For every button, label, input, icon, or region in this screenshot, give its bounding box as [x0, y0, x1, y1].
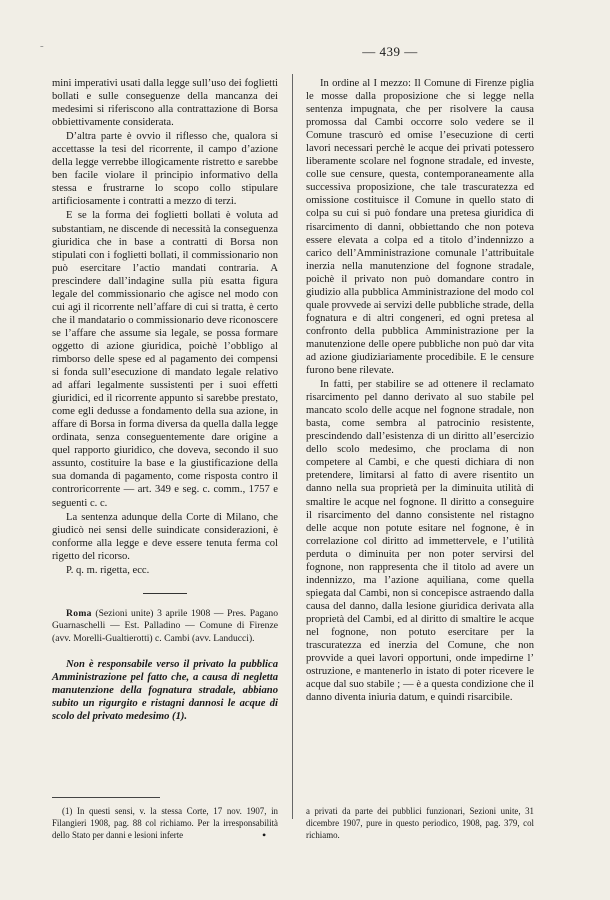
case-maxim: Non è responsabile verso il privato la pubblica Amministrazione pel fatto che, a causa di negletta manutenzione della fognatura stradale, abbiano subito un rigurgito e ristagni dannosi le acque di scolo del privato medesimo (1).: [52, 658, 278, 722]
right-paragraph-1: In ordine al I mezzo: Il Comune di Firenze piglia le mosse dalla proposizione che si legge nella sentenza impugnata, che per risolvere la causa promossa dal Cambi occorre solo vedere se il Comune trascurò ed omise l’esecuzione di certi lavori necessari perchè le acque dei privati potessero liberamente scolare nel fognone stradale, ed investe, colle sue censure, questa, contemporaneamente alla successiva proposizione, che tale trascuratezza ed omissione costituisce il Comune in quello stato di colpa su cui si può fondare una pretesa giuridica di risarcimento di danni, obbiettando che non poteva essere elevata a colpa ed a titolo d’indennizzo a carico dell’Amministrazione comunale l’attribuitale inerzia nella manutenzione del fognone stradale, poichè il privato non può domandare contro in giudizio alla pubblica Amministrazione del modo col quale provvede ai servizi delle pubbliche strade, della fognatura e di altri congeneri, ed ogni pretesa al confronto della pubblica Amministrazione per la manutenzione delle opere pubbliche non può dar vita ad azione giudiziariamente procedibile. E le censure furono bene rilevate.: [306, 78, 534, 377]
left-column: [52, 77, 278, 723]
case-header: [52, 608, 278, 646]
footnote-rule: [52, 797, 160, 798]
footnote-right: a privati da parte dei pubblici funzionari, Sezioni unite, 31 dicembre 1907, pure in questo periodico, 1908, pag. 379, col richiamo.: [306, 806, 534, 840]
left-paragraph-3: E se la forma dei foglietti bollati è voluta ad substantiam, ne discende di necessità la conseguenza giuridica che in base a contratti di Borsa non stipulati con i foglietti bollati, il commissionario non può esercitare l’actio mandati contraria. A prescindere dall’indagine sulla più esatta figura legale del commissionario che agisce nel modo con cui agì il ricorrente nell’affare di cui si tratta, è certo che il mandatario o commissionario deve riconoscere se l’affare che assume sia legale, se possa formare oggetto di azione giuridica, poichè l’obbligo al rimborso delle spese ed al pagamento dei compensi si fonda sull’esecuzione di mandato legale relativo ad affari legalmente sussistenti per i suoi effetti giuridici, ed il ricorrente appunto si sarebbe prestato, come egli dedusse a fondamento della sua azione, in affare di Borsa in forma diversa da quella dalla legge ordinata, senza conseguentemente dare origine a quel rapporto giuridico, che doveva, secondo il suo assunto, costituire la base e la giustificazione della sua domanda di pagamento, come risposta contro il controricorrente — art. 349 e seg. c. comm., 1757 e seguenti c. c.: [52, 210, 278, 509]
case-details: (Sezioni unite) 3 aprile 1908 — Pres. Pagano Guarnaschelli — Est. Palladino — Comune di Firenze (avv. Morelli-Gualtierotti) c. Cambi (avv. Landucci).: [52, 607, 278, 644]
column-divider: [292, 74, 293, 819]
case-court: Roma: [66, 607, 92, 619]
left-paragraph-5: P. q. m. rigetta, ecc.: [66, 564, 150, 576]
left-paragraph-2: D’altra parte è ovvio il riflesso che, qualora si accettasse la tesi del ricorrente, il campo d’azione della legge verrebbe illogicamente ristretto e sarebbe ben facile violare il principio informativo della stessa e frustrarne lo scopo collo stipulare artificiosamente i contratti a mezzo di terzi.: [52, 131, 278, 208]
left-paragraph-4: La sentenza adunque della Corte di Milano, che giudicò nei sensi delle suindicate considerazioni, è conforme alla legge e deve essere tenuta ferma col rigetto del ricorso.: [52, 511, 278, 562]
footnote-left: (1) In questi sensi, v. la stessa Corte, 17 nov. 1907, in Filangieri 1908, pag. 88 col richiamo. Per la irresponsabilità dello Stato per danni e lesioni inferte: [52, 806, 278, 840]
right-column: [306, 77, 534, 704]
right-paragraph-2: In fatti, per stabilire se ad ottenere il reclamato risarcimento pel danno derivato al suo stabile pel mancato scolo delle acque nel fognone stradale, non basta, come sembra al patrocinio resistente, prescindendo dall’esistenza di un diritto all’esercizio dello scolo medesimo, che proclama di non competere al Cambi, e che questi dichiara di non pretendere, limitarsi al fatto di avere risentito un danno nella sua proprietà per la diminuita utilità di smaltire le acque nel fognone. Il diritto a conseguire il risarcimento del danno consistente nel ristagno delle acque non potute esitare nel fognone, è in correlazione col diritto ad immettervele, e l’utilità perduta o diminuita per non poter servirsi del fognone, non rappresenta che il titolo ad avere un indennizzo, ma l’azione aquiliana, come quella spiegata dal Cambi, non si concepisce astraendo dalla causa del danno, dalla lesione giuridica derivata alla proprietà del Cambi, ed al diritto di smaltire le acque nel fognone, non potuto esercitare per la trascuratezza ed inerzia del Comune, che non provvide a quei lavori opportuni, onde impedirne l’ ostruzione, e mantenerlo in istato di poter ricevere le acque dal suo stabile ; — è a questa condizione che il danno diventa iniuria datum, e quindi risarcibile.: [306, 379, 534, 704]
margin-mark: -: [40, 40, 44, 52]
bottom-mark: •: [262, 828, 267, 842]
section-divider: [143, 593, 187, 594]
left-paragraph-1: mini imperativi usati dalla legge sull’uso dei foglietti bollati e sulle conseguenze della mancanza dei medesimi si riferiscono alla contrattazione di Borsa obbiettivamente considerata.: [52, 78, 278, 129]
page-number: [0, 44, 610, 60]
page-number-text: — 439 —: [362, 44, 418, 59]
